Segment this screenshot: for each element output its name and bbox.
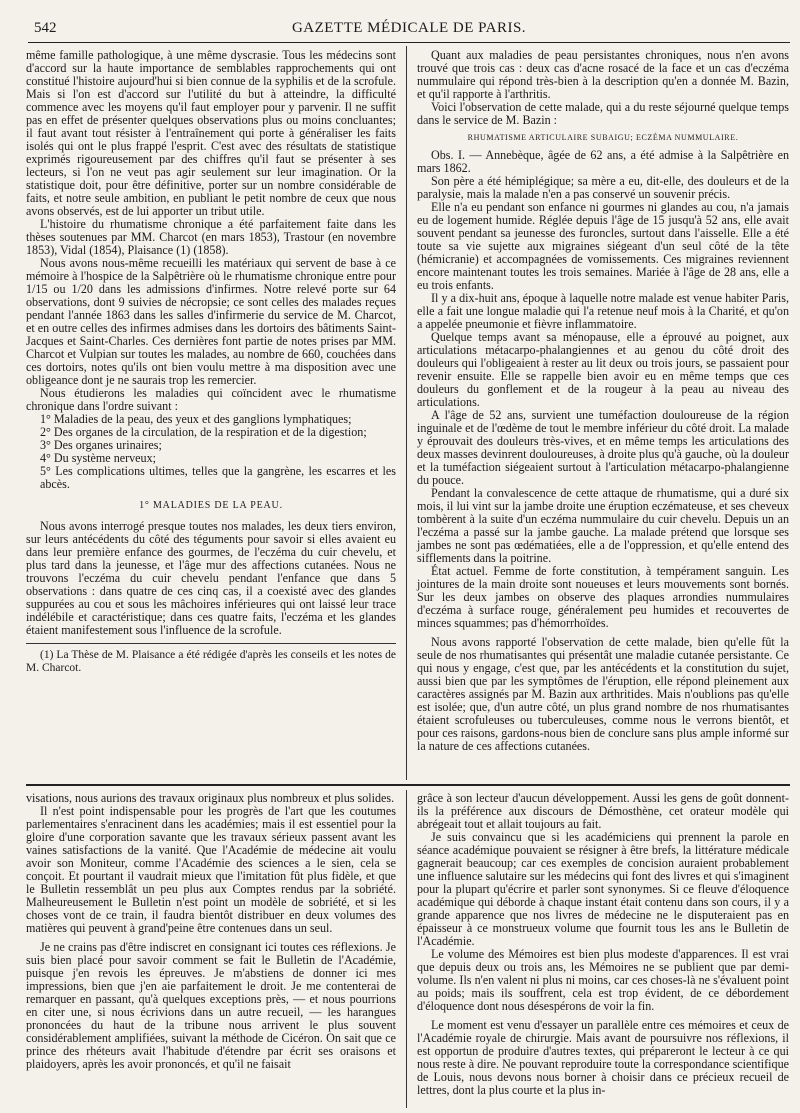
bottom-right-column: [417, 792, 789, 1097]
section-divider: [26, 784, 790, 786]
list-item: 1° Maladies de la peau, des yeux et des ganglions lymphatiques;: [40, 412, 352, 426]
footnote-separator: [26, 643, 396, 644]
list-item: 4° Du système nerveux;: [40, 451, 157, 465]
top-right-column: [417, 49, 789, 753]
paragraph: même famille pathologique, à une même dyscrasie. Tous les médecins sont d'accord sur la haute importance de semblables rapprochements qui ont constitué l'histoire aujourd'hui si bien connue de la syphilis et de la scrofule. Mais si l'on est d'accord sur l'utilité du but à atteindre, la difficulté commence avec les moyens qu'il faut employer pour y parvenir. Il ne suffit pas en effet de présenter quelques observations plus ou moins concluantes; il faut avant tout résister à l'entraînement qui porte à généraliser les faits isolés qui ont le plus frappé l'esprit. C'est avec des résultats de statistique exprimés rigoureusement par des chiffres qu'il faut se présenter à ses lecteurs, si l'on ne veut pas agir seulement sur leur imagination. Or la statistique doit, pour être définitive, porter sur un nombre considérable de faits, et notre seule ambition, en publiant le petit nombre de ceux que nous avons observés, est de lui apporter un tribut utile.: [26, 48, 396, 218]
paragraph: Son père a été hémiplégique; sa mère a eu, dit-elle, des douleurs et de la paralysie, mais la malade n'en a pas conservé un souvenir précis.: [417, 174, 789, 201]
paragraph: grâce à son lecteur d'aucun développement. Aussi les gens de goût donnent-ils la préférence aux discours de Démosthène, cet orateur modèle qui abrégeait tout et allait toujours au fait.: [417, 791, 789, 831]
bottom-left-column: [26, 792, 396, 1071]
observation-heading: RHUMATISME ARTICULAIRE SUBAIGU; ECZÉMA NUMMULAIRE.: [467, 133, 739, 142]
paragraph: L'histoire du rhumatisme chronique a été parfaitement faite dans les thèses soutenues par MM. Charcot (en mars 1853), Trastour (en novembre 1853), Vidal (1854), Plaisance (1) (1858).: [26, 217, 396, 257]
paragraph: Je ne crains pas d'être indiscret en consignant ici toutes ces réflexions. Je suis bien placé pour savoir comment se fait le Bulletin de l'Académie, puisque j'en revois les épreuves. Je m'abstiens de donner ici mes impressions, bien que j'en aie parfaitement le droit. Je me contenterai de remarquer en passant, qu'à quelques exceptions près, — et nous pourrions en citer une, si nous écrivions dans un autre recueil, — les harangues prononcées du haut de la tribune nous arrivent le plus souvent considérablement amplifiées, suivant la méthode de Cicéron. On sait que ce prince des rhéteurs avait l'habitude d'étendre par écrit ses oraisons et plaidoyers, après les avoir prononcés, et qu'il ne faisait: [26, 940, 396, 1071]
paragraph: Il n'est point indispensable pour les progrès de l'art que les coutumes parlementaires s'enracinent dans les académies; mais il est essentiel pour la gloire d'une corporation savante que les travaux sérieux passent avant les vaines satisfactions de la vanité. Que l'Académie de médecine ait voulu avoir son Moniteur, comme l'Académie des sciences a le sien, cela se conçoit. Et pourtant il vaudrait mieux que l'imitation fût plus fidèle, et que le Bulletin ressemblât un peu plus aux Comptes rendus par la sobriété. Malheureusement le Bulletin n'est point un modèle de sobriété, et si les choses vont de ce train, il faudra bientôt distribuer en deux volumes des matières qui peuvent à grand'peine être contenues dans un seul.: [26, 804, 396, 935]
paragraph: Nous étudierons les maladies qui coïncident avec le rhumatisme chronique dans l'ordre suivant :: [26, 386, 396, 413]
page-header: [28, 14, 790, 43]
disease-order-list: [26, 413, 396, 491]
paragraph: Obs. I. — Annebèque, âgée de 62 ans, a été admise à la Salpêtrière en mars 1862.: [417, 148, 789, 175]
paragraph: Nous avons nous-même recueilli les matériaux qui servent de base à ce mémoire à l'hospice de la Salpêtrière où le rhumatisme chronique entre pour 1/15 ou 1/20 dans les admissions d'infirmes. Notre relevé porte sur 64 observations, dont 9 suivies de nécropsie; ce sont celles des malades reçues pendant l'année 1863 dans les salles d'infirmerie du service de M. Charcot, et en outre celles des infirmes admises dans les dortoirs des bâtiments Saint-Jacques et Saint-Charles. Ces dernières font partie de notes prises par MM. Charcot et Vulpian sur toutes les malades, au nombre de 660, couchées dans ces dortoirs, notes qu'ils ont bien voulu mettre à ma disposition avec une obligeance dont je ne saurais trop les remercier.: [26, 256, 396, 387]
footnote: (1) La Thèse de M. Plaisance a été rédigée d'après les conseils et les notes de M. Charcot.: [26, 649, 396, 674]
paragraph: Voici l'observation de cette malade, qui a du reste séjourné quelque temps dans le service de M. Bazin :: [417, 100, 789, 127]
list-item: 2° Des organes de la circulation, de la respiration et de la digestion;: [40, 425, 367, 439]
paragraph: Nous avons interrogé presque toutes nos malades, les deux tiers environ, sur leurs antécédents du côté des téguments pour savoir si elles avaient eu dans leur première enfance des gourmes, de l'eczéma du cuir chevelu, et plus tard dans la jeunesse, et l'âge mur des affections cutanées. Nous ne trouvons l'eczéma du cuir chevelu pendant l'enfance que dans 5 observations : dans quatre de ces cinq cas, il a coexisté avec des glandes suppurées au cou et sous les mâchoires inférieures qui ont laissé leur trace indélébile et caractéristique; dans ces quatre faits, l'eczéma et les glandes étaient manifestement sous l'influence de la scrofule.: [26, 519, 396, 637]
paragraph: Quant aux maladies de peau persistantes chroniques, nous n'en avons trouvé que trois cas : deux cas d'acne rosacé de la face et un cas d'eczéma nummulaire qui répond très-bien à la description qu'en a donnée M. Bazin, et qu'il rapporte à l'arthritis.: [417, 48, 789, 101]
column-divider: [406, 790, 407, 1108]
section-heading: 1° MALADIES DE LA PEAU.: [139, 500, 283, 511]
paragraph: Le volume des Mémoires est bien plus modeste d'apparences. Il est vrai que depuis deux ou trois ans, les Mémoires ne se publient que par demi-volume. Ils n'en valent ni plus ni moins, car ces choses-là ne s'évaluent point au poids; mais ils souffrent, cela est trop évident, de ce débordement d'éloquence dont nous désespérons de voir la fin.: [417, 947, 789, 1013]
journal-title: GAZETTE MÉDICALE DE PARIS.: [291, 20, 527, 36]
paragraph: État actuel. Femme de forte constitution, à tempérament sanguin. Les jointures de la main droite sont noueuses et leurs mouvements sont bornés. Sur les deux jambes on observe des plaques arrondies nummulaires d'eczéma à surface rouge, généralement peu humides et recouvertes de minces squammes; pas d'hémorrhoïdes.: [417, 564, 789, 630]
paragraph: Le moment est venu d'essayer un parallèle entre ces mémoires et ceux de l'Académie royale de chirurgie. Mais avant de poursuivre nos réflexions, il est opportun de produire d'autres textes, qui prépareront le lecteur à ce qui nous reste à dire. Ne pouvant reproduire toute la correspondance scientifique de Louis, nous devons nous borner à choisir dans ce précieux recueil de lettres, dont la plus courte et la plus in-: [417, 1018, 789, 1097]
paragraph: Quelque temps avant sa ménopause, elle a éprouvé au poignet, aux articulations métacarpo-phalangiennes et au genou du côté droit des douleurs qui l'obligeaient à rester au lit deux ou trois jours, se passaient pour revenir ensuite. Elle se rappelle bien avoir eu en même temps que ces douleurs du gonflement et de la rougeur à la peau au niveau des articulations.: [417, 330, 789, 409]
paragraph: A l'âge de 52 ans, survient une tuméfaction douloureuse de la région inguinale et de l'œdème de tout le membre inférieur du côté droit. La malade y éprouvait des douleurs très-vives, et en même temps les articulations des deux masses devinrent douloureuses, à droite plus qu'à gauche, où la douleur et la tuméfaction siégeaient surtout à l'articulation métacarpo-phalangienne du pouce.: [417, 408, 789, 487]
paragraph: Je suis convaincu que si les académiciens qui prennent la parole en séance académique pouvaient se résigner à être brefs, la littérature médicale gagnerait beaucoup; car ces exemples de concision auraient probablement une influence salutaire sur les médecins qui font des livres et qui s'imaginent pour la plupart qu'écrire et parler sont synonymes. Si ce fleuve d'éloquence académique qui déborde à chaque instant était contenu dans son cours, il y a grande apparence que nos livres de médecine ne le disputeraient pas en épaisseur à ce monstrueux volume que fournit tous les ans le Bulletin de l'Académie.: [417, 830, 789, 948]
list-item: 5° Les complications ultimes, telles que la gangrène, les escarres et les abcès.: [40, 464, 396, 491]
paragraph: visations, nous aurions des travaux originaux plus nombreux et plus solides.: [26, 791, 395, 805]
list-item: 3° Des organes urinaires;: [40, 438, 162, 452]
page-number: 542: [34, 20, 57, 36]
top-left-column: [26, 49, 396, 675]
paragraph: Pendant la convalescence de cette attaque de rhumatisme, qui a duré six mois, il lui vint sur la jambe droite une éruption eczémateuse, et ses cheveux tombèrent à la suite d'un eczéma nummulaire du cuir chevelu. Depuis un an l'eczéma a passé sur la jambe gauche. La malade prétend que lorsque ses jambes ne sont pas œdématiées, elle a de l'oppression, et qu'elle entend des sifflements dans la poitrine.: [417, 486, 789, 565]
column-divider: [406, 46, 407, 780]
paragraph: Nous avons rapporté l'observation de cette malade, bien qu'elle fût la seule de nos rhumatisantes qui présentât une maladie cutanée persistante. Ce qui nous y engage, c'est que, par les antécédents et la constitution du sujet, aussi bien que par les symptômes de l'éruption, elle répond pleinement aux caractères assignés par M. Bazin aux arthritides. Mais n'oublions pas qu'elle est isolée; que, d'un autre côté, un plus grand nombre de nos rhumatisantes étaient scrofuleuses ou tuberculeuses, comme nous le verrons bientôt, et pour ces raisons, gardons-nous bien de conclure sans plus ample informé sur la nature de ces affections cutanées.: [417, 635, 789, 753]
paragraph: Il y a dix-huit ans, époque à laquelle notre malade est venue habiter Paris, elle a fait une longue maladie qui l'a retenue neuf mois à la Charité, et qu'on a appelée pneumonie et fièvre inflammatoire.: [417, 291, 789, 331]
paragraph: Elle n'a eu pendant son enfance ni gourmes ni glandes au cou, n'a jamais eu de logement humide. Réglée depuis l'âge de 15 jusqu'à 52 ans, elle avait souvent pendant sa jeunesse des furoncles, surtout dans l'aisselle. Elle a été toute sa vie sujette aux migraines siégeant d'un seul côté de la tête (hémicranie) et accompagnées de vomissements. Ces migraines reviennent encore maintenant toutes les trois semaines. Mariée à l'âge de 28 ans, elle a eu trois enfants.: [417, 200, 789, 292]
